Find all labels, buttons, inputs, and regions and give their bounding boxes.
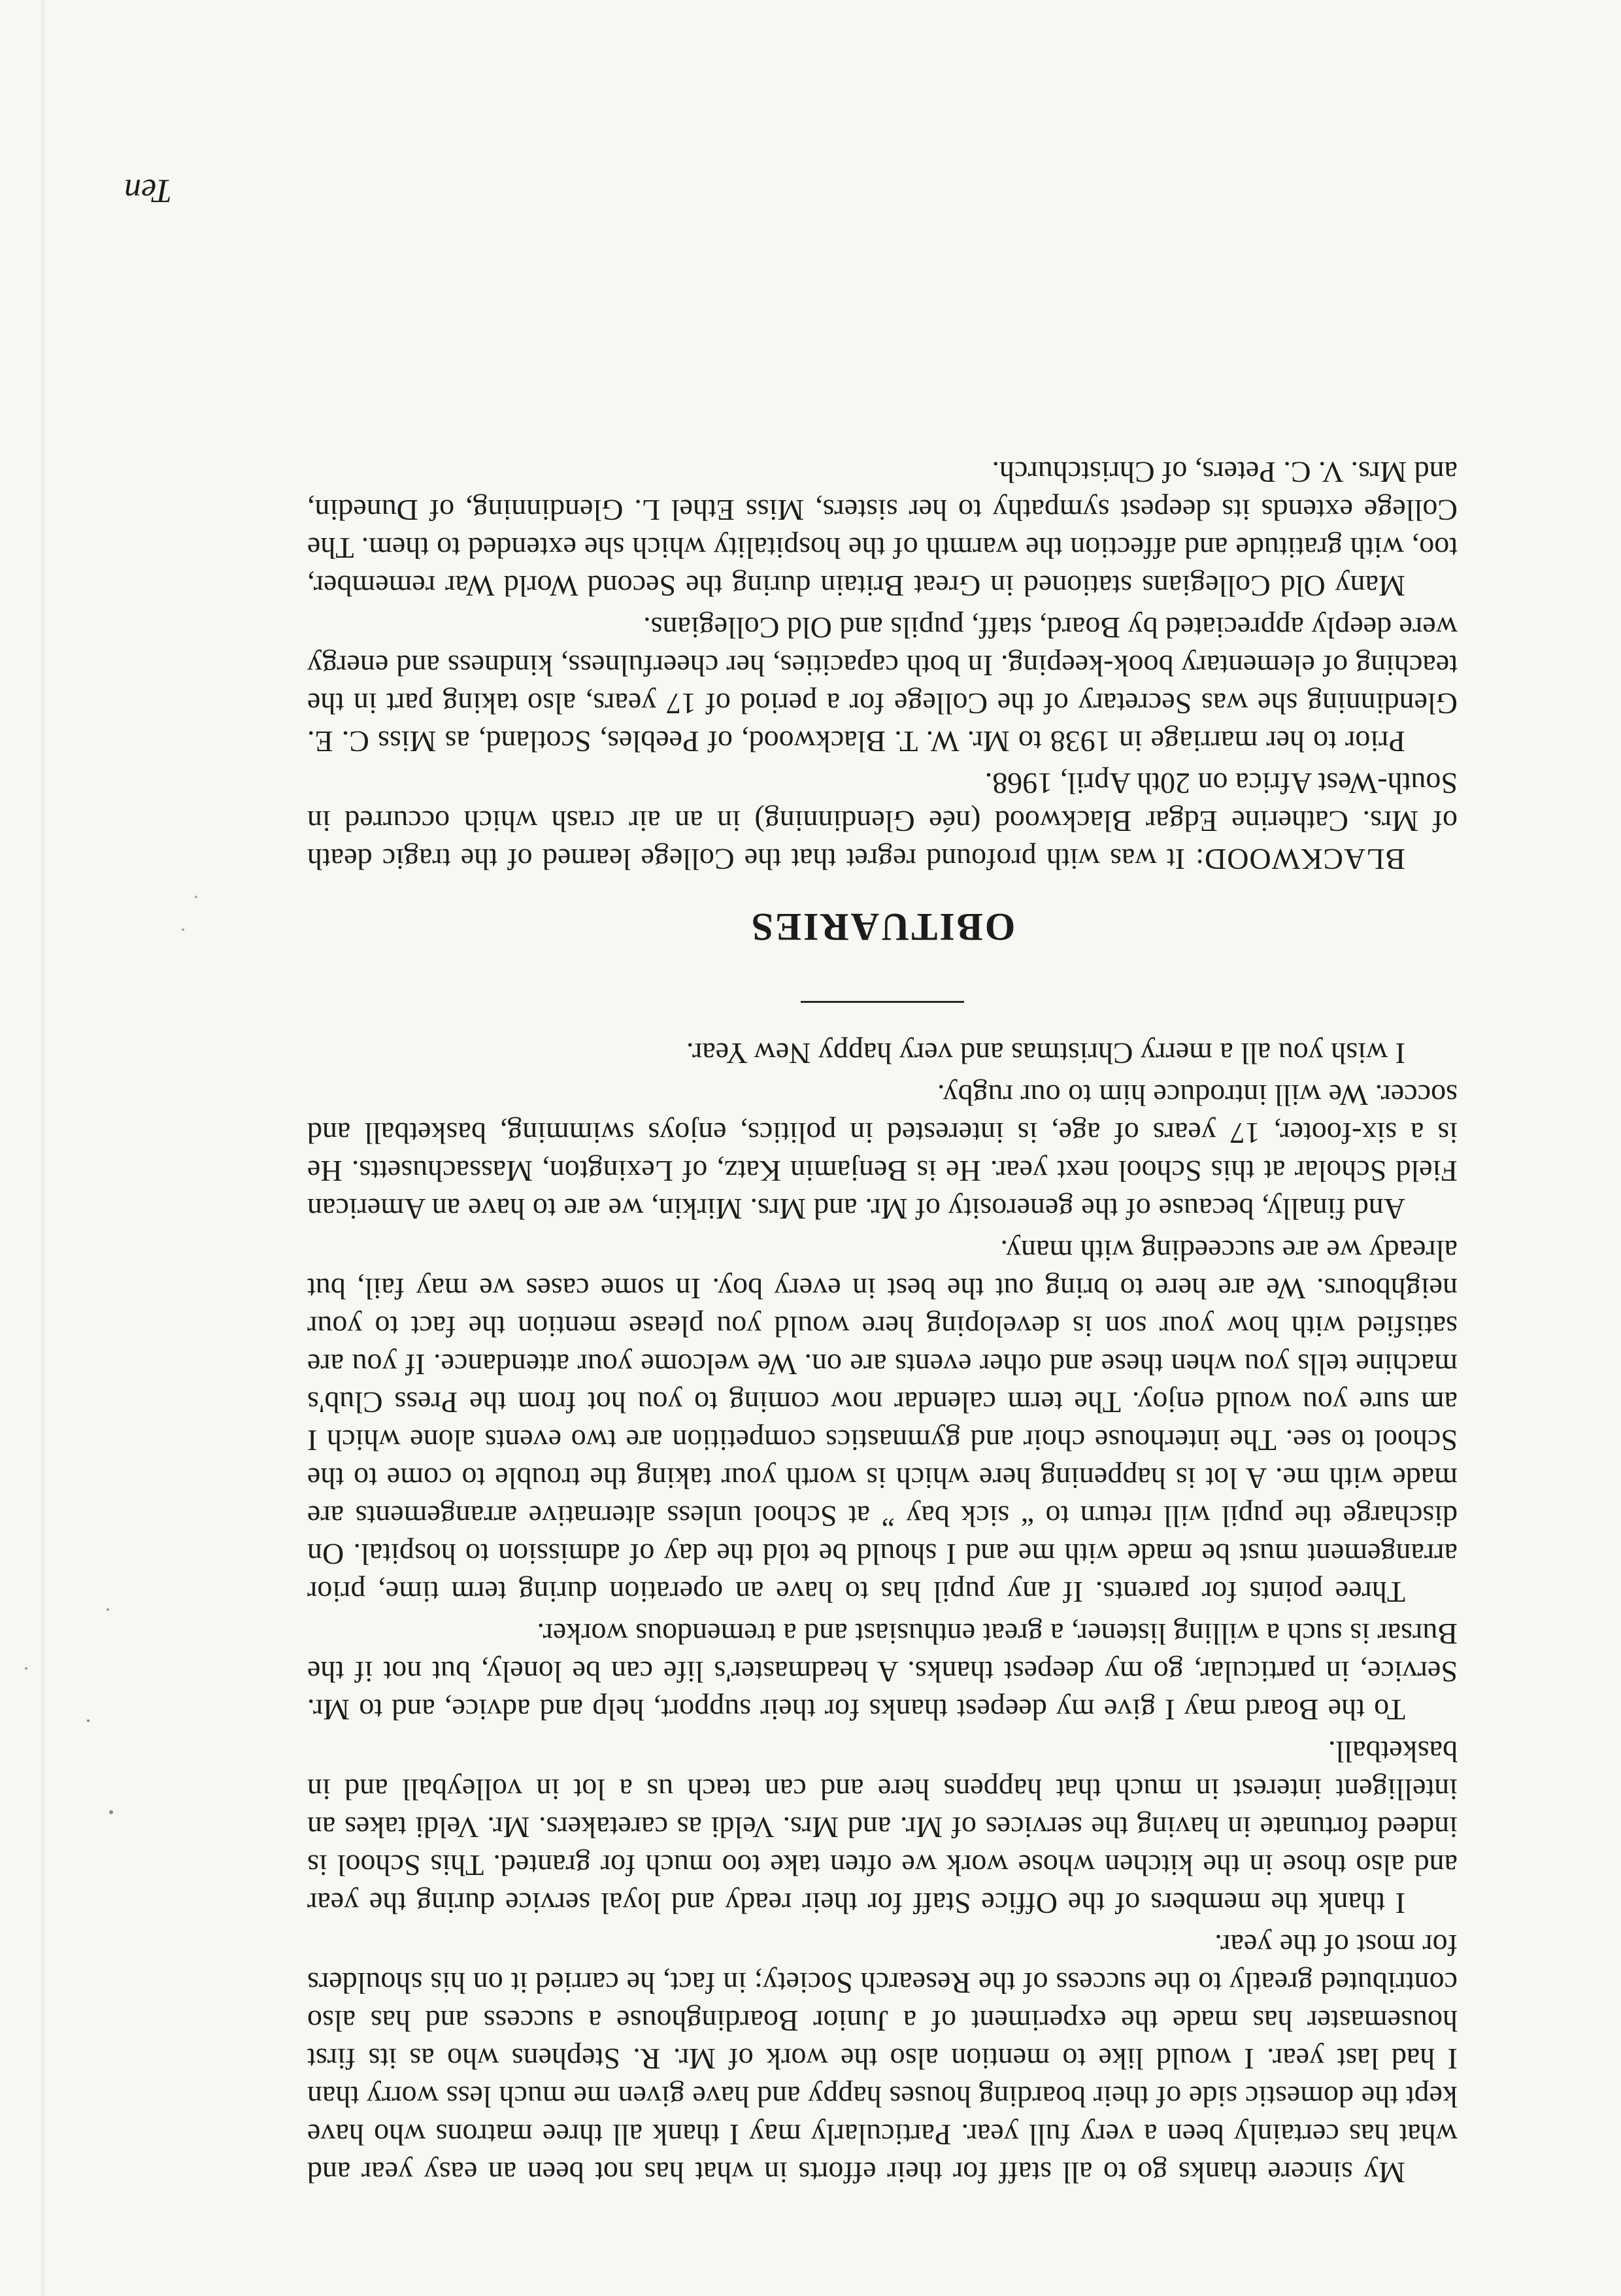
paragraph-board-thanks: To the Board may I give my deepest thanks for their support, help and advice, and to Mr. Service, in particular, go my deepest thanks. A headmaster's life can be lonely, but not if the Bursar is such a willing listener, a great enthusiast and a tremendous worker. bbox=[307, 1617, 1458, 1727]
obituary-name: BLACKWOOD: bbox=[1195, 843, 1405, 876]
paragraph-greeting: I wish you all a merry Christmas and very happy New Year. bbox=[686, 1037, 1405, 1070]
obituary-opening-text: It was with profound regret that the College learned of the tragic death of Mrs. Catherine Edgar Blackwood (née Glendinning) in an air crash which occurred in South-West Africa on 20th April, 1968. bbox=[307, 767, 1458, 876]
page-number: Ten bbox=[124, 172, 173, 209]
obituary-paragraph: Many Old Collegians stationed in Great Britain during the Second World War remember, too, with gratitude and affection the warmth of the hospitality which she extended to them. The College extends its deepest sympathy to her sisters, Miss Ethel L. Glendinning, of Dunedin, and Mrs. V. C. Peters, of Christchurch. bbox=[307, 456, 1458, 603]
obituaries-heading: OBITUARIES bbox=[749, 905, 1016, 949]
obituary-paragraph: Prior to her marriage in 1938 to Mr. W. T. Blackwood, of Peebles, Scotland, as Miss C. E. Glendinning she was Secretary of the College for a period of 17 years, also taking part in the teaching of elementary book-keeping. In both capacities, her cheerfulness, kindness and energy were deeply appreciated by Board, staff, pupils and Old Collegians. bbox=[307, 611, 1458, 758]
paragraph-field-scholar: And finally, because of the generosity of Mr. and Mrs. Mirkin, we are to have an American Field Scholar at this School next year. He is Benjamin Katz, of Lexington, Massachusetts. He is a six-footer, 17 years of age, is interested in politics, enjoys swimming, basketball and soccer. We will introduce him to our rugby. bbox=[307, 1079, 1458, 1226]
paragraph-parents: Three points for parents. If any pupil has to have an operation during term time, prior arrangement must be made with me and I should be told the day of admission to hospital. On discharge the pupil will return to “ sick bay ” at School unless alternative arrangements are made with me. A lot is happening here which is worth your taking the trouble to come to the School to see. The interhouse choir and gymnastics competition are two events alone which I am sure you would enjoy. The term calendar now coming to you hot from the Press Club's machine tells you when these and other events are on. We welcome your attendance. If you are satisfied with how your son is developing here would you please mention the fact to your neighbours. We are here to bring out the best in every boy. In some cases we may fail, but already we are succeeding with many. bbox=[307, 1234, 1458, 1609]
obituary-blackwood-opening bbox=[307, 764, 1458, 878]
paragraph-office-staff: I thank the members of the Office Staff for their ready and loyal service during the year and also those in the kitchen whose work we often take too much for granted. This School is indeed fortunate in having the services of Mr. and Mrs. Veldi as caretakers. Mr. Veldi takes an intelligent interest in much that happens here and can teach us a lot in volleyball and in basketball. bbox=[307, 1735, 1458, 1920]
page-body bbox=[307, 449, 1458, 2191]
paragraph-staff-thanks: My sincere thanks go to all staff for their efforts in what has not been an easy year and what has certainly been a very full year. Particularly may I thank all three matrons who have kept the domestic side of their boarding houses happy and have given me much less worry than I had last year. I would like to mention also the work of Mr. R. Stephens who as its first housemaster has made the experiment of a Junior Boardinghouse a success and has also contributed greatly to the success of the Research Society; in fact, he carried it on his shoulders for most of the year. bbox=[307, 1929, 1458, 2189]
section-divider bbox=[801, 1001, 964, 1003]
